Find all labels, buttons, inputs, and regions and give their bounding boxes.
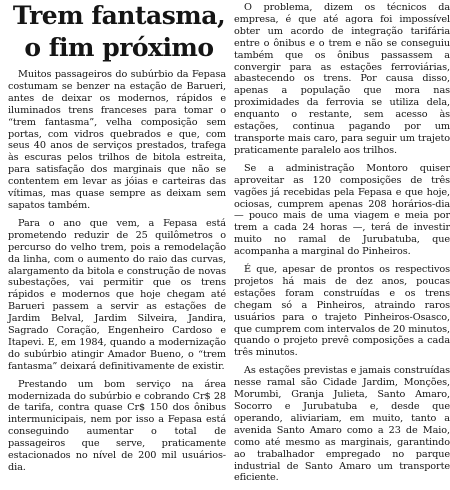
headline-line-2: o fim próximo [24,33,214,62]
paragraph: As estações previstas e jamais construídas nesse ramal são Cidade Jardim, Monções, Morumbi, Granja Julieta, Santo Amaro, Socorro e Jurubatuba e, desde que operando, aliviariam, em muito, tanto a avenida Santo Amaro como a 23 de Maio, como até mesmo as marginais, garantindo ao trabalhador empregado no parque industrial de Santo Amaro um transporte eficiente. [234,365,450,484]
headline-line-1: Trem fantasma, [12,1,226,30]
left-column [8,69,226,480]
article-headline [8,0,230,64]
paragraph: Para o ano que vem, a Fepasa está prometendo reduzir de 25 quilômetros o percurso do velho trem, pois a remodelação da linha, com o aumento do raio das curvas, alargamento da bitola e construção de novas subestações, vai permitir que os trens rápidos e modernos que hoje chegam até Barueri passem a servir as estações de Jardim Belval, Jardim Silveira, Jandira, Sagrado Coração, Engenheiro Cardoso e Itapevi. E, em 1984, quando a modernização do subúrbio atingir Amador Bueno, o “trem fantasma” deixará definitivamente de existir. [8,217,226,372]
right-column [234,2,450,490]
paragraph: Prestando um bom serviço na área modernizada do subúrbio e cobrando Cr$ 28 de tarifa, contra quase Cr$ 150 dos ônibus intermunicipais, nem por isso a Fepasa está conseguindo aumentar o total de passageiros que serve, praticamente estacionados no nível de 200 mil usuários-dia. [8,378,226,473]
paragraph: É que, apesar de prontos os respectivos projetos há mais de dez anos, poucas estações foram construídas e os trens chegam só a Pinheiros, atraindo raros usuários para o trajeto Pinheiros-Osasco, que cumprem com intervalos de 20 minutos, quando o projeto prevê composições a cada três minutos. [234,264,450,359]
paragraph: Muitos passageiros do subúrbio da Fepasa costumam se benzer na estação de Barueri, antes de deixar os modernos, rápidos e iluminados trens franceses para tomar o “trem fantasma”, velha composição sem portas, com vidros quebrados e que, com seus 40 anos de serviços prestados, trafega às escuras pelos trilhos de bitola estreita, para satisfação dos marginais que não se contentem em levar as jóias e carteiras das vítimas, mas quase sempre as deixam sem sapatos também. [8,69,226,211]
paragraph: O problema, dizem os técnicos da empresa, é que até agora foi impossível obter um acordo de integração tarifária entre o ônibus e o trem e não se conseguiu também que os ônibus passassem a convergir para as estações ferroviárias, abastecendo os trens. Por causa disso, apenas a população que mora nas proximidades da ferrovia se utiliza dela, enquanto o restante, sem acesso às estações, continua pagando por um transporte mais caro, para seguir um trajeto praticamente paralelo aos trilhos. [234,2,450,156]
paragraph: Se a administração Montoro quiser aproveitar as 120 composições de três vagões já recebidas pela Fepasa e que hoje, ociosas, cumprem apenas 208 horários-dia — pouco mais de uma viagem e meia por trem a cada 24 horas —, terá de investir muito no ramal de Jurubatuba, que acompanha a marginal do Pinheiros. [234,162,450,258]
